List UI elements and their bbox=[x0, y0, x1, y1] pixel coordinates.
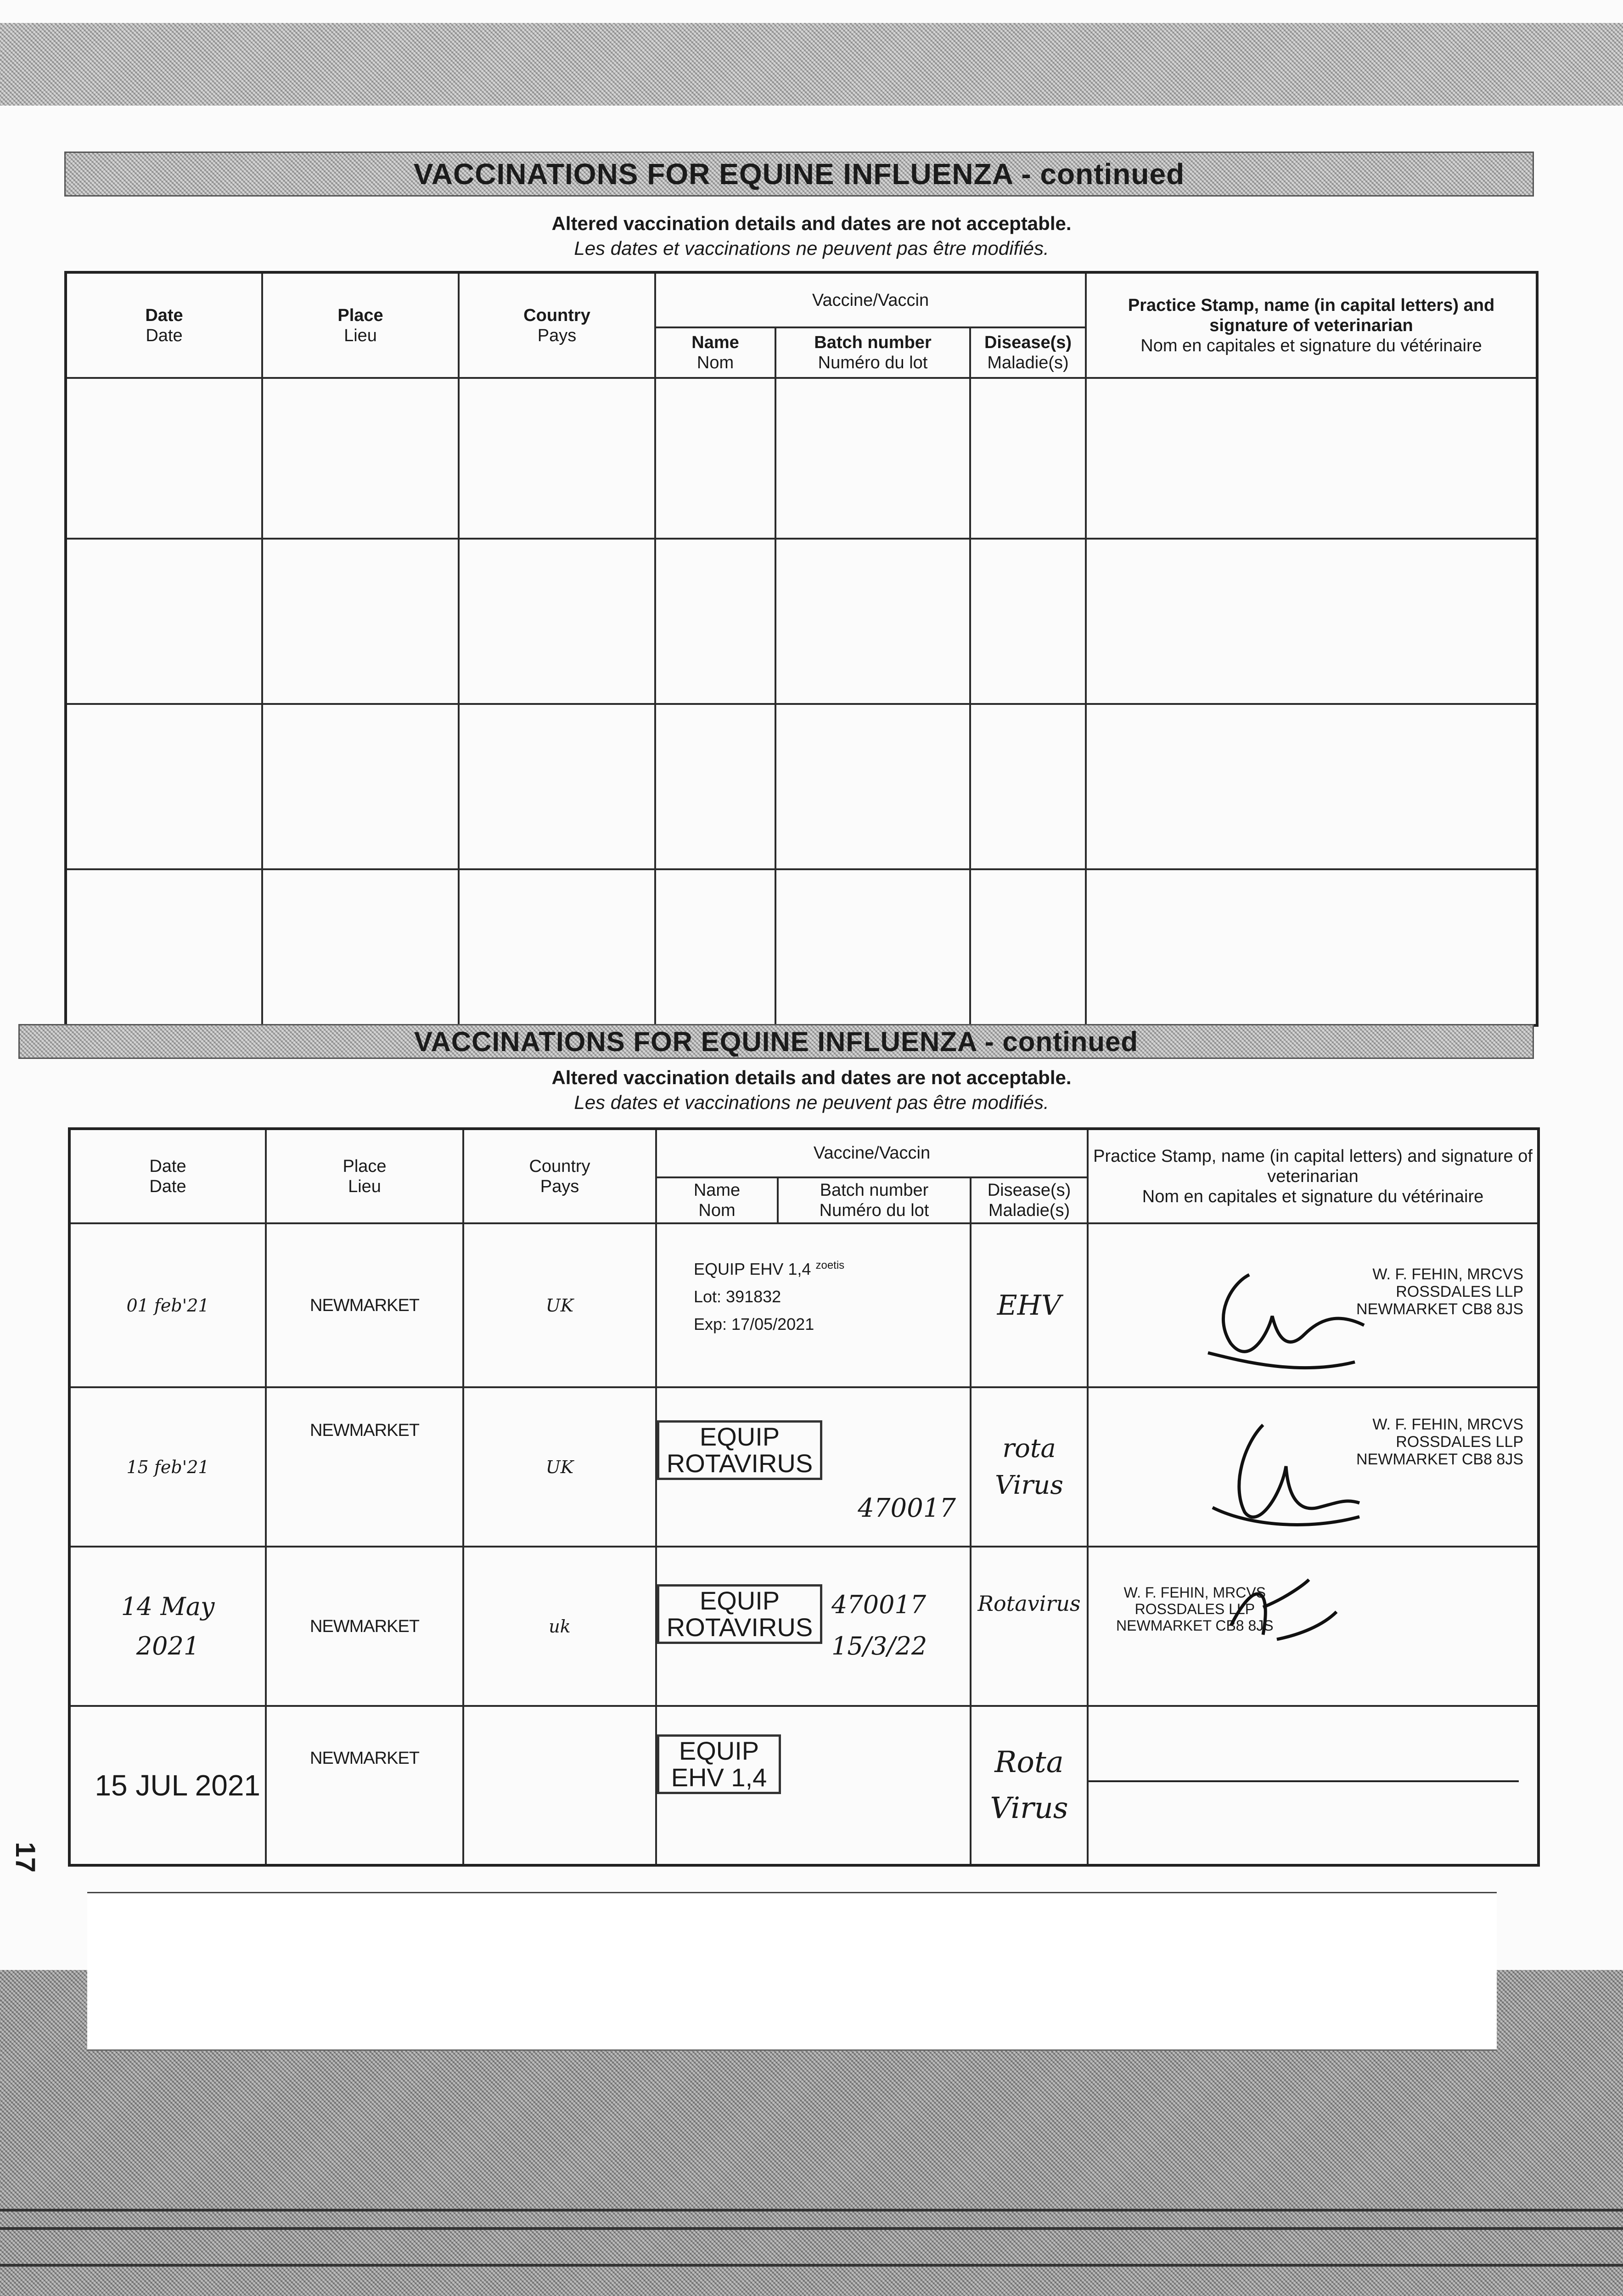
vaccination-table-lower bbox=[68, 1127, 1540, 1867]
vet-signature bbox=[1180, 1256, 1373, 1376]
table-row bbox=[69, 1547, 1539, 1706]
vaccination-table-upper bbox=[64, 271, 1539, 1027]
col-disease: Disease(s) Maladie(s) bbox=[970, 327, 1086, 378]
table-row bbox=[66, 378, 1537, 539]
vet-stamp: W. F. FEHIN, MRCVS ROSSDALES LLP NEWMARKET CB8 8JS bbox=[1116, 1584, 1274, 1634]
entry-date: 15 feb'21 bbox=[69, 1387, 266, 1547]
col-country: Country Pays bbox=[459, 272, 655, 378]
entry-batch: 470017 bbox=[858, 1493, 956, 1524]
col-vaccine-name: Name Nom bbox=[656, 1177, 778, 1224]
entry-batch: 470017 bbox=[831, 1590, 927, 1620]
strike-line bbox=[1089, 1780, 1519, 1782]
entry-vaccine-label bbox=[656, 1223, 971, 1387]
vaccine-stamp: EQUIP ROTAVIRUS bbox=[657, 1420, 822, 1480]
notice-fr-upper: Les dates et vaccinations ne peuvent pas être modifiés. bbox=[574, 237, 1049, 259]
col-place: Place Lieu bbox=[266, 1129, 463, 1223]
vet-stamp: W. F. FEHIN, MRCVS ROSSDALES LLP NEWMARKET CB8 8JS bbox=[1356, 1416, 1524, 1469]
vet-signature bbox=[1217, 1570, 1364, 1662]
table-row bbox=[66, 704, 1537, 869]
section-title-lower: VACCINATIONS FOR EQUINE INFLUENZA - continued bbox=[414, 1026, 1139, 1057]
entry-country bbox=[463, 1706, 656, 1865]
entry-country: UK bbox=[463, 1223, 656, 1387]
entry-disease: Rota Virus bbox=[971, 1706, 1088, 1865]
entry-stamp bbox=[1088, 1706, 1539, 1865]
entry-disease: rota Virus bbox=[971, 1387, 1088, 1547]
entry-date: 14 May 2021 bbox=[69, 1547, 266, 1706]
vaccine-stamp: EQUIP EHV 1,4 bbox=[657, 1734, 781, 1794]
entry-vaccine bbox=[656, 1706, 971, 1865]
section-title-bar-lower bbox=[18, 1024, 1534, 1059]
section-title-upper: VACCINATIONS FOR EQUINE INFLUENZA - continued bbox=[413, 158, 1185, 191]
page-number: 17 bbox=[10, 1842, 41, 1873]
vaccine-exp: Exp: 17/05/2021 bbox=[694, 1315, 814, 1334]
vet-stamp: W. F. FEHIN, MRCVS ROSSDALES LLP NEWMARKET CB8 8JS bbox=[1356, 1266, 1524, 1318]
vaccine-stamp: EQUIP ROTAVIRUS bbox=[657, 1584, 822, 1644]
col-disease: Disease(s) Maladie(s) bbox=[971, 1177, 1088, 1224]
table-row bbox=[69, 1223, 1539, 1387]
col-place: Place Lieu bbox=[262, 272, 459, 378]
col-vaccine-group: Vaccine/Vaccin bbox=[656, 1129, 1088, 1177]
entry-stamp bbox=[1088, 1387, 1539, 1547]
entry-vaccine bbox=[656, 1547, 971, 1706]
entry-country: UK bbox=[463, 1387, 656, 1547]
col-vaccine-group: Vaccine/Vaccin bbox=[655, 272, 1086, 327]
col-batch-number: Batch number Numéro du lot bbox=[778, 1177, 971, 1224]
entry-place: NEWMARKET bbox=[266, 1547, 463, 1706]
entry-date: 15 JUL 2021 bbox=[69, 1706, 266, 1865]
table-row bbox=[69, 1387, 1539, 1547]
notice-en-lower: Altered vaccination details and dates are not acceptable. bbox=[551, 1067, 1072, 1088]
notice-lower bbox=[0, 1065, 1623, 1115]
notice-en-upper: Altered vaccination details and dates are not acceptable. bbox=[551, 213, 1072, 234]
col-practice-stamp: Practice Stamp, name (in capital letters) and signature of veterinarian Nom en capitales et signature du vétérinaire bbox=[1086, 272, 1537, 378]
entry-disease: EHV bbox=[971, 1223, 1088, 1387]
table-row bbox=[69, 1706, 1539, 1865]
vaccine-lot: Lot: 391832 bbox=[694, 1287, 781, 1306]
entry-country: uk bbox=[463, 1547, 656, 1706]
vaccine-maker: zoetis bbox=[815, 1259, 845, 1272]
notice-fr-lower: Les dates et vaccinations ne peuvent pas être modifiés. bbox=[574, 1092, 1049, 1113]
col-date: Date Date bbox=[69, 1129, 266, 1223]
entry-place: NEWMARKET bbox=[266, 1387, 463, 1547]
col-country: Country Pays bbox=[463, 1129, 656, 1223]
batch-block bbox=[831, 1584, 927, 1667]
vet-signature bbox=[1194, 1416, 1369, 1535]
cover-strip bbox=[87, 1892, 1497, 2051]
table-row bbox=[66, 869, 1537, 1025]
scan-top-edge bbox=[0, 23, 1623, 106]
entry-stamp bbox=[1088, 1547, 1539, 1706]
entry-place: NEWMARKET bbox=[266, 1223, 463, 1387]
section-title-bar-upper bbox=[64, 152, 1534, 197]
col-batch-number: Batch number Numéro du lot bbox=[775, 327, 970, 378]
entry-batch-exp: 15/3/22 bbox=[831, 1632, 927, 1661]
entry-place: NEWMARKET bbox=[266, 1706, 463, 1865]
entry-vaccine bbox=[656, 1387, 971, 1547]
col-practice-stamp: Practice Stamp, name (in capital letters) and signature of veterinarian Nom en capitales et signature du vétérinaire bbox=[1088, 1129, 1539, 1223]
entry-stamp bbox=[1088, 1223, 1539, 1387]
table-row bbox=[66, 539, 1537, 704]
col-vaccine-name: Name Nom bbox=[655, 327, 775, 378]
col-date: Date Date bbox=[66, 272, 262, 378]
entry-disease: Rotavirus bbox=[971, 1547, 1088, 1706]
vaccine-name-label: EQUIP EHV 1,4 bbox=[694, 1260, 811, 1279]
notice-upper bbox=[0, 211, 1623, 261]
entry-date: 01 feb'21 bbox=[69, 1223, 266, 1387]
